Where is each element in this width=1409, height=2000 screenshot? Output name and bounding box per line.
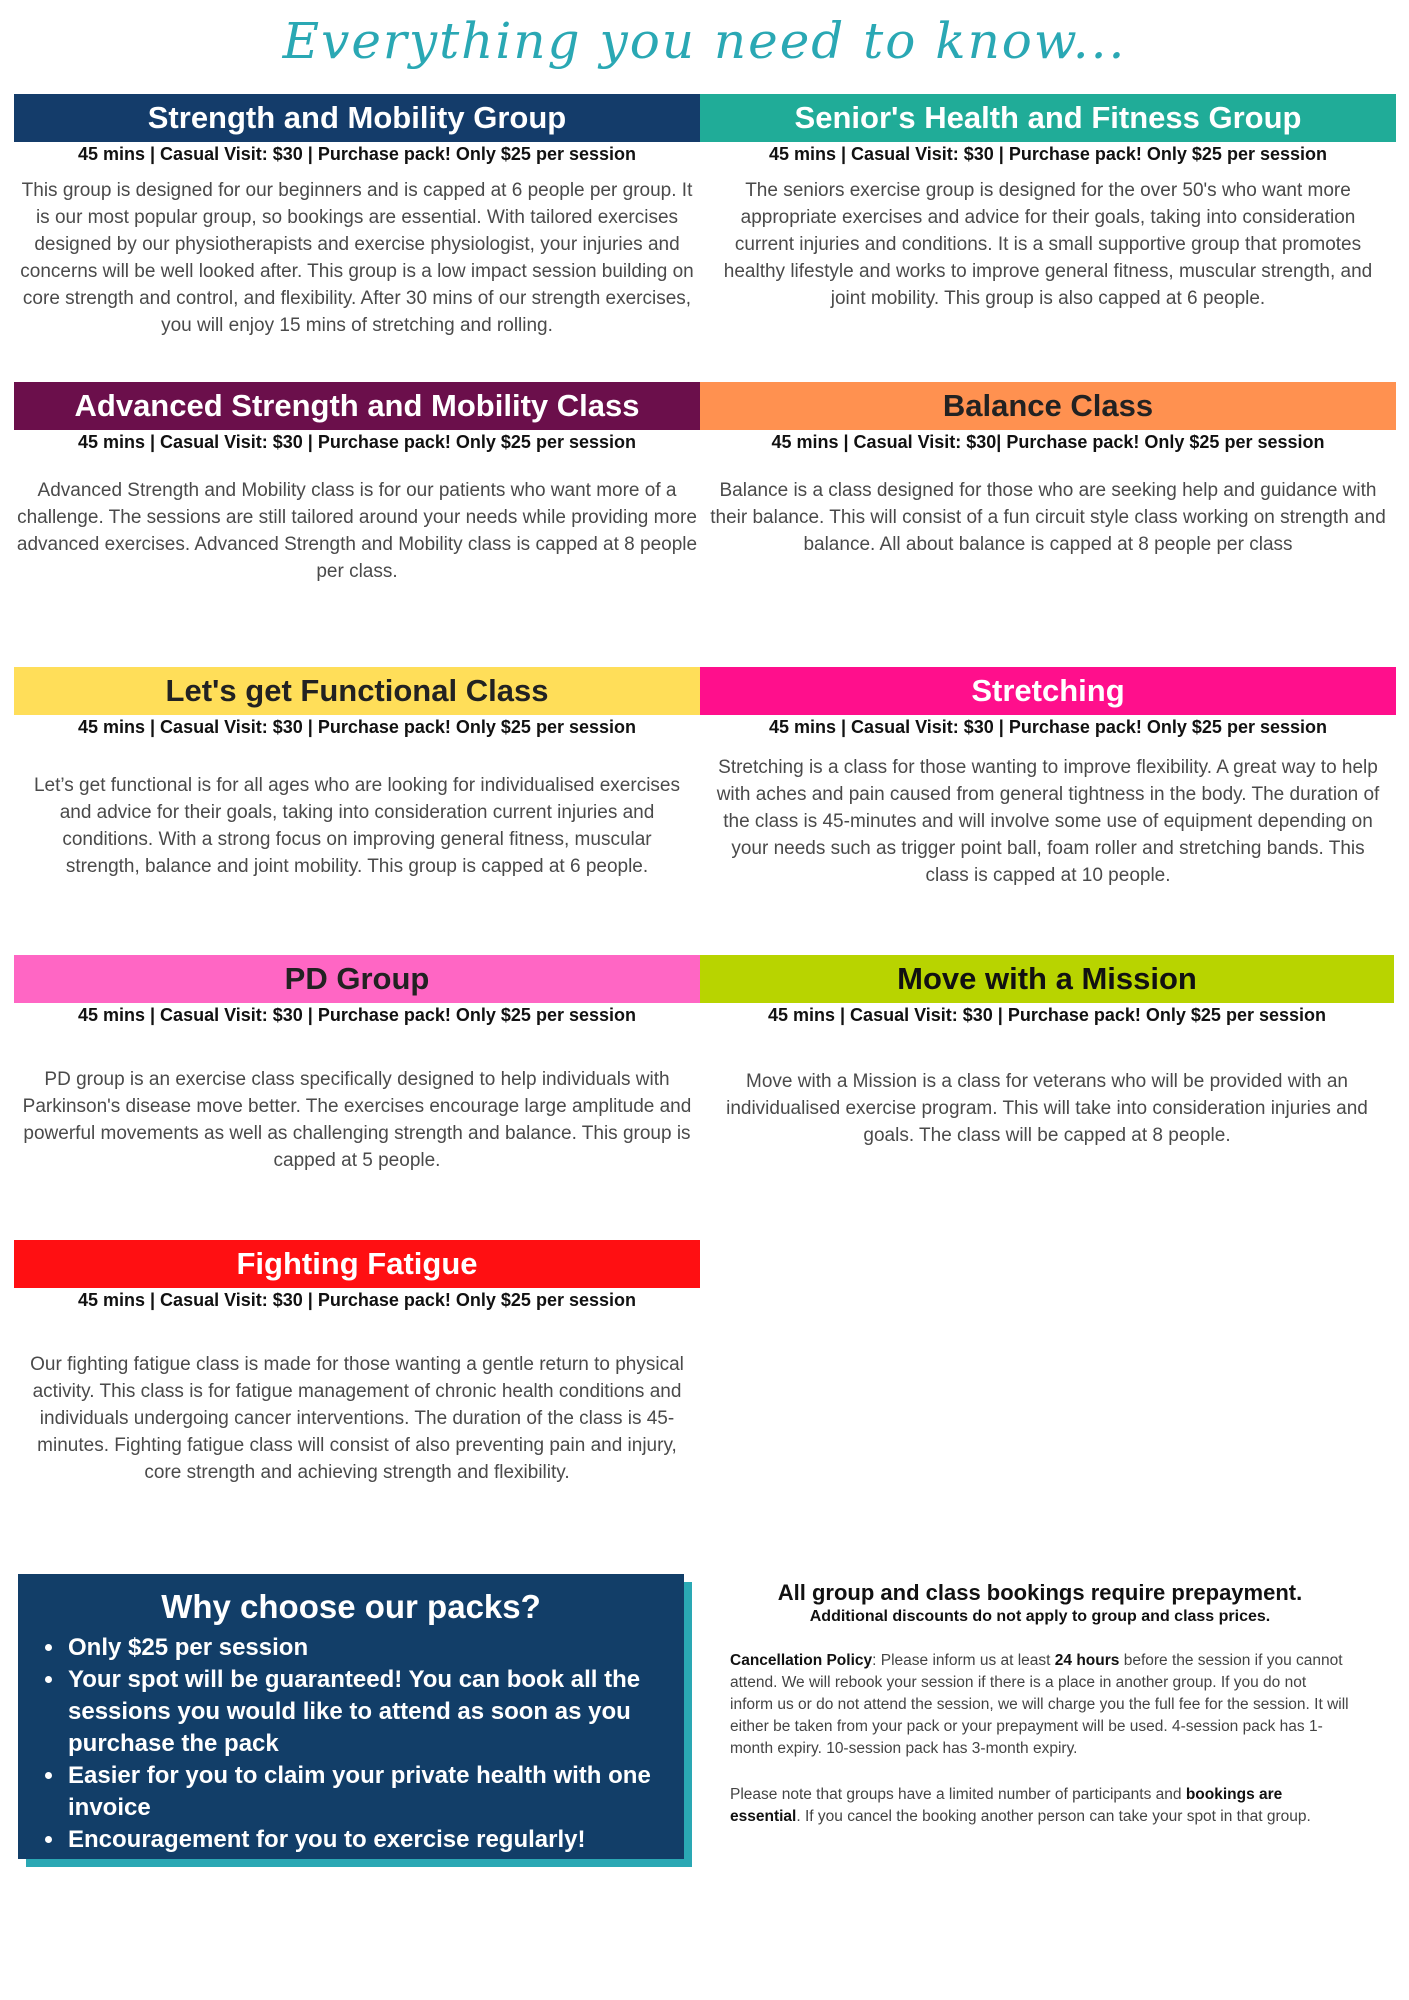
why-item: • Easier for you to claim your private health with one invoice	[66, 1760, 662, 1824]
cancellation-policy	[730, 1650, 1350, 1760]
cancellation-text-pre: : Please inform us at least	[872, 1652, 1055, 1669]
class-balance	[700, 382, 1396, 558]
class-title-bar: Stretching	[700, 667, 1396, 715]
class-strength	[14, 94, 700, 339]
class-meta: 45 mins | Casual Visit: $30 | Purchase pack! Only $25 per session	[768, 717, 1327, 737]
class-title-bar: Senior's Health and Fitness Group	[700, 94, 1396, 142]
class-meta: 45 mins | Casual Visit: $30 | Purchase pack! Only $25 per session	[77, 144, 636, 164]
class-meta: 45 mins | Casual Visit: $30 | Purchase pack! Only $25 per session	[77, 1005, 636, 1025]
cancellation-label: Cancellation Policy	[730, 1652, 873, 1669]
class-meta: 45 mins | Casual Visit: $30 | Purchase pack! Only $25 per session	[767, 1005, 1326, 1025]
cancellation-hours: 24 hours	[1054, 1652, 1120, 1669]
class-functional	[14, 667, 700, 880]
why-list	[40, 1632, 662, 1856]
class-seniors	[700, 94, 1396, 312]
class-description: Move with a Mission is a class for veterans who will be provided with an individualised exercise program. This will take into consideration injuries and goals. The class will be capped at 8 people.	[726, 1071, 1368, 1146]
booking-policy	[730, 1580, 1350, 1828]
class-title-bar: Let's get Functional Class	[14, 667, 700, 715]
class-description: Let’s get functional is for all ages who are looking for individualised exercises and advice for their goals, taking into consideration current injuries and conditions. With a strong focus on improving general fitness, muscular strength, balance and joint mobility. This group is capped at 6 people.	[33, 775, 680, 877]
why-item: • Only $25 per session	[66, 1632, 662, 1664]
class-pd	[14, 955, 700, 1174]
class-description: This group is designed for our beginners and is capped at 6 people per group. It is our most popular group, so bookings are essential. With tailored exercises designed by our physiotherapists and exercise physiologist, your injuries and concerns will be well looked after. This group is a low impact session building on core strength and control, and flexibility. After 30 mins of our strength exercises, you will enjoy 15 mins of stretching and rolling.	[20, 180, 694, 336]
why-title: Why choose our packs?	[161, 1588, 541, 1625]
class-meta: 45 mins | Casual Visit: $30 | Purchase pack! Only $25 per session	[77, 1290, 636, 1310]
policy-subheading: Additional discounts do not apply to group and class prices.	[809, 1608, 1271, 1625]
class-meta: 45 mins | Casual Visit: $30 | Purchase pack! Only $25 per session	[768, 144, 1327, 164]
class-title-bar: Balance Class	[700, 382, 1396, 430]
class-title-bar: Advanced Strength and Mobility Class	[14, 382, 700, 430]
class-meta: 45 mins | Casual Visit: $30 | Purchase pack! Only $25 per session	[77, 717, 636, 737]
class-description: Our fighting fatigue class is made for those wanting a gentle return to physical activity. This class is for fatigue management of chronic health conditions and individuals undergoing cancer interventions. The duration of the class is 45-minutes. Fighting fatigue class will consist of also preventing pain and injury, core strength and achieving strength and flexibility.	[30, 1354, 684, 1483]
class-description: The seniors exercise group is designed for the over 50's who want more appropriate exercises and advice for their goals, taking into consideration current injuries and conditions. It is a small supportive group that promotes healthy lifestyle and works to improve general fitness, muscular strength, and joint mobility. This group is also capped at 6 people.	[723, 180, 1373, 309]
note-bold: bookings are essential	[730, 1786, 1283, 1825]
cancellation-text-post: before the session if you cannot attend. We will rebook your session if there is a place in another group. If you do not inform us or do not attend the session, we will charge you the full fee for the session. It will either be taken from your pack or your prepayment will be used. 4-session pack has 1-month expiry. 10-session pack has 3-month expiry.	[730, 1652, 1349, 1757]
class-meta: 45 mins | Casual Visit: $30| Purchase pack! Only $25 per session	[771, 432, 1325, 452]
note-text-pre: Please note that groups have a limited number of participants and	[730, 1786, 1186, 1803]
class-fatigue	[14, 1240, 700, 1486]
why-packs-box	[18, 1574, 684, 1859]
class-title-bar: PD Group	[14, 955, 700, 1003]
class-advanced	[14, 382, 700, 585]
policy-heading: All group and class bookings require prepayment.	[777, 1580, 1303, 1605]
class-stretching	[700, 667, 1396, 889]
booking-note	[730, 1784, 1350, 1828]
class-meta: 45 mins | Casual Visit: $30 | Purchase pack! Only $25 per session	[77, 432, 636, 452]
class-mission	[700, 955, 1394, 1149]
class-title-bar: Move with a Mission	[700, 955, 1394, 1003]
note-text-post: . If you cancel the booking another person can take your spot in that group.	[796, 1808, 1311, 1825]
class-description: PD group is an exercise class specifically designed to help individuals with Parkinson's disease move better. The exercises encourage large amplitude and powerful movements as well as challenging strength and balance. This group is capped at 5 people.	[22, 1069, 692, 1171]
class-title-bar: Strength and Mobility Group	[14, 94, 700, 142]
why-item: • Your spot will be guaranteed! You can book all the sessions you would like to attend as soon as you purchase the pack	[66, 1664, 662, 1760]
class-description: Advanced Strength and Mobility class is for our patients who want more of a challenge. The sessions are still tailored around your needs while providing more advanced exercises. Advanced Strength and Mobility class is capped at 8 people per class.	[16, 480, 698, 582]
page-title: Everything you need to know...	[282, 12, 1127, 70]
class-description: Balance is a class designed for those who are seeking help and guidance with their balance. This will consist of a fun circuit style class working on strength and balance. All about balance is capped at 8 people per class	[710, 480, 1386, 555]
why-item: • Encouragement for you to exercise regularly!	[66, 1824, 662, 1856]
class-description: Stretching is a class for those wanting to improve flexibility. A great way to help with aches and pain caused from general tightness in the body. The duration of the class is 45-minutes and will involve some use of equipment depending on your needs such as trigger point ball, foam roller and stretching bands. This class is capped at 10 people.	[716, 757, 1380, 886]
class-title-bar: Fighting Fatigue	[14, 1240, 700, 1288]
